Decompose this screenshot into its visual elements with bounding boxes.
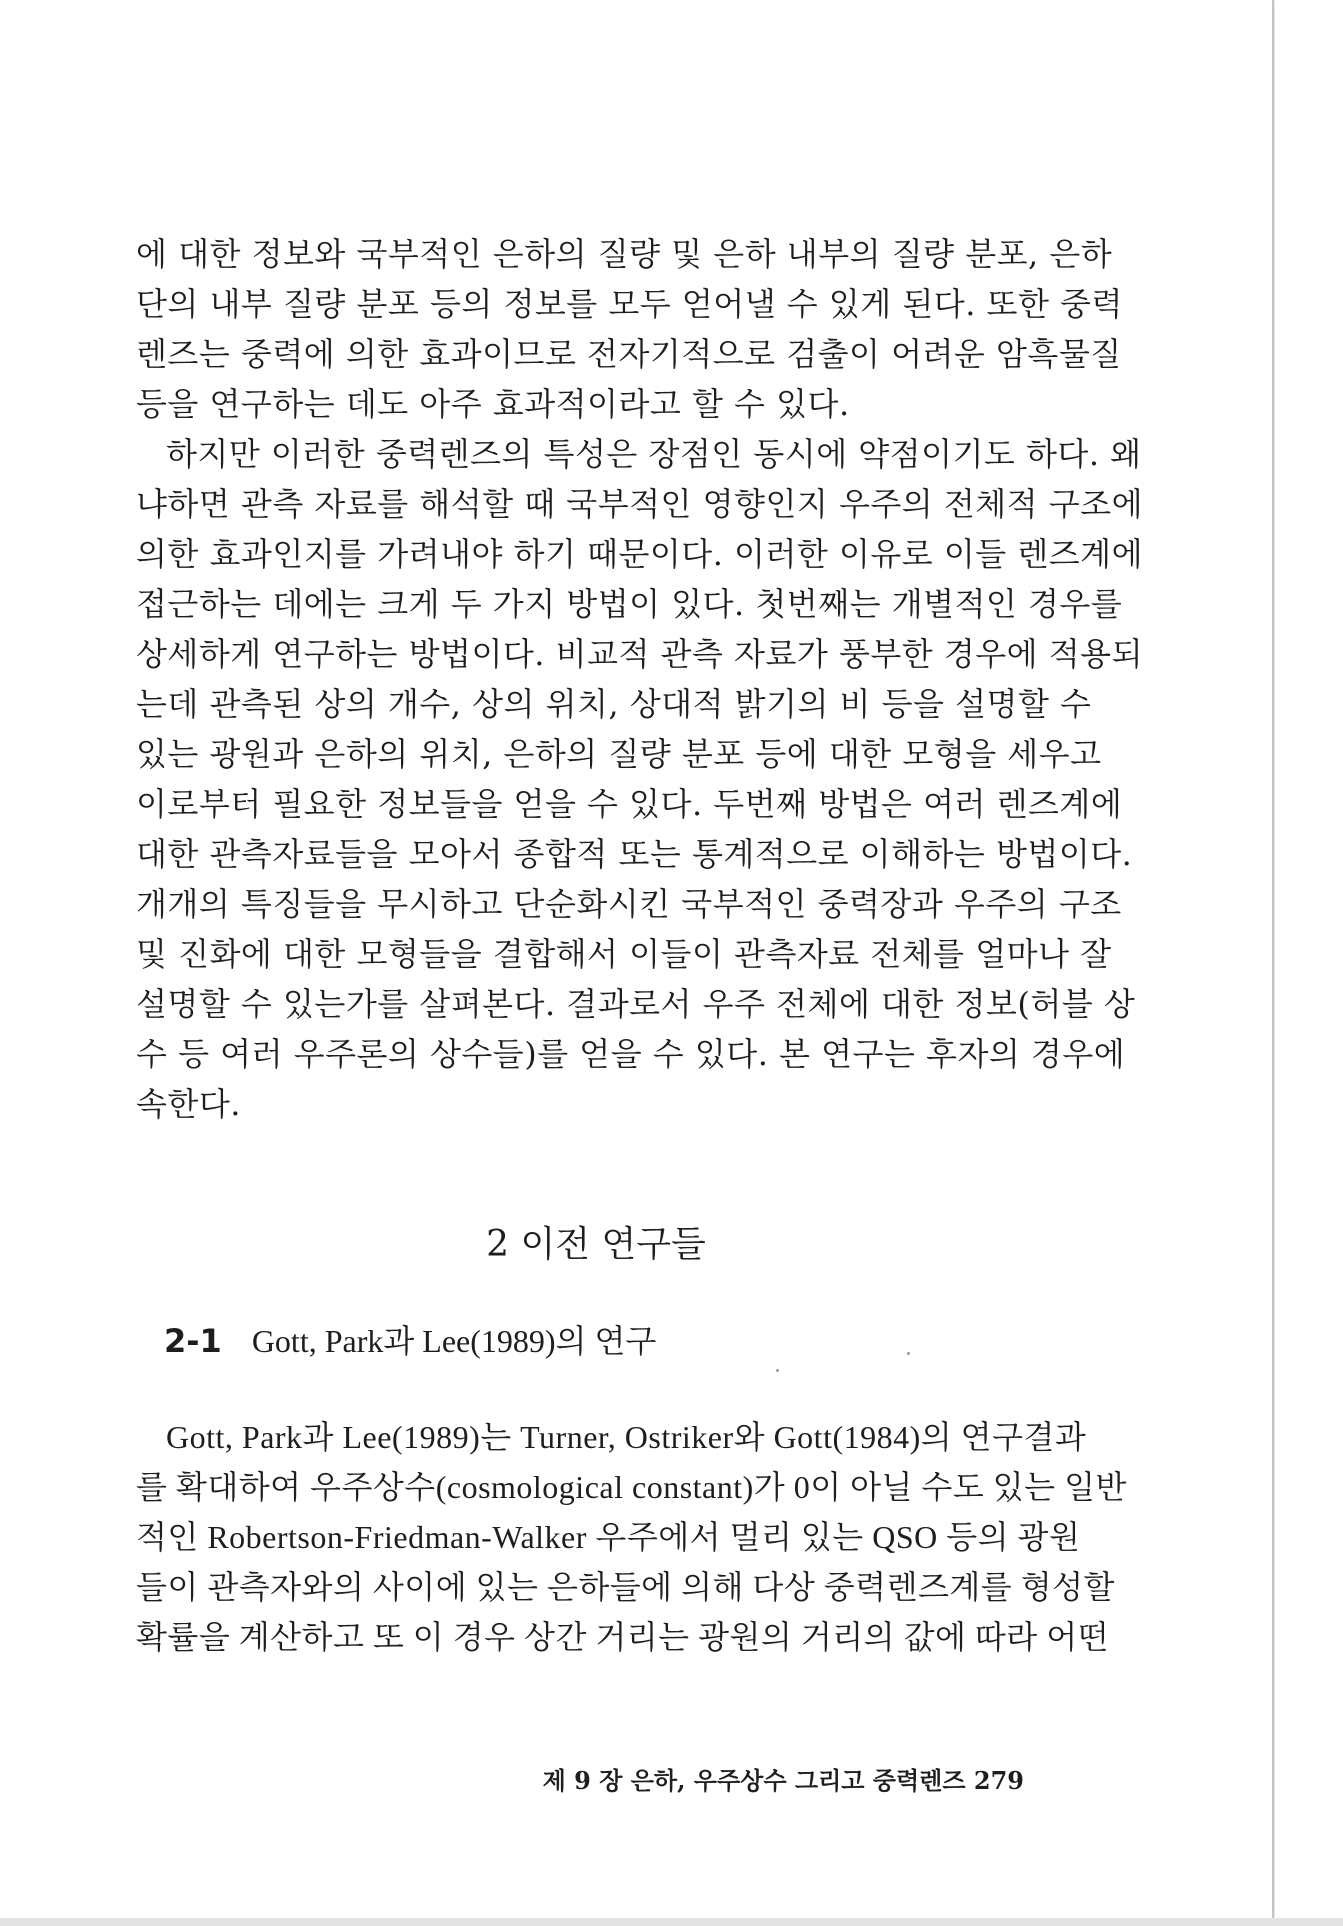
viewer-bottom-edge (0, 1918, 1343, 1926)
text-line: Gott, Park과 Lee(1989)는 Turner, Ostriker와 Gott(1984)의 연구결과 (166, 1419, 1087, 1455)
paragraph-1 (136, 229, 1123, 429)
text-line: 의한 효과인지를 가려내야 하기 때문이다. 이러한 이유로 이들 렌즈계에 (136, 535, 1143, 573)
paragraph-2 (136, 429, 1143, 1129)
text-line: 개개의 특징들을 무시하고 단순화시킨 국부적인 중력장과 우주의 구조 (136, 885, 1122, 923)
running-footer: 제 9 장 은하, 우주상수 그리고 중력렌즈 279 (542, 1766, 1024, 1795)
subsection-number: 2-1 (164, 1322, 222, 1360)
text-line: 상세하게 연구하는 방법이다. 비교적 관측 자료가 풍부한 경우에 적용되 (136, 635, 1143, 673)
text-line: 속한다. (136, 1085, 241, 1123)
text-line: 적인 Robertson-Friedman-Walker 우주에서 멀리 있는 QSO 등의 광원 (136, 1519, 1081, 1555)
text-line: 냐하면 관측 자료를 해석할 때 국부적인 영향인지 우주의 전체적 구조에 (136, 485, 1143, 523)
text-line: 는데 관측된 상의 개수, 상의 위치, 상대적 밝기의 비 등을 설명할 수 (136, 685, 1092, 723)
viewer-margin (1275, 0, 1343, 1926)
subsection-heading (164, 1316, 656, 1362)
text-line: 단의 내부 질량 분포 등의 정보를 모두 얻어낼 수 있게 된다. 또한 중력 (136, 285, 1123, 323)
text-line: 설명할 수 있는가를 살펴본다. 결과로서 우주 전체에 대한 정보(허블 상 (136, 985, 1136, 1023)
text-line: 및 진화에 대한 모형들을 결합해서 이들이 관측자료 전체를 얼마나 잘 (136, 935, 1112, 973)
scan-speck (776, 1369, 779, 1372)
text-line: 대한 관측자료들을 모아서 종합적 또는 통계적으로 이해하는 방법이다. (136, 835, 1133, 873)
text-line: 에 대한 정보와 국부적인 은하의 질량 및 은하 내부의 질량 분포, 은하 (136, 235, 1113, 273)
scan-speck (907, 1352, 910, 1355)
text-line: 등을 연구하는 데도 아주 효과적이라고 할 수 있다. (136, 385, 850, 423)
text-line: 있는 광원과 은하의 위치, 은하의 질량 분포 등에 대한 모형을 세우고 (136, 735, 1102, 773)
text-line: 들이 관측자와의 사이에 있는 은하들에 의해 다상 중력렌즈계를 형성할 (136, 1569, 1115, 1605)
paragraph-3 (136, 1412, 1127, 1662)
text-line: 하지만 이러한 중력렌즈의 특성은 장점인 동시에 약점이기도 하다. 왜 (166, 435, 1142, 473)
subsection-title: Gott, Park과 Lee(1989)의 연구 (251, 1323, 657, 1359)
text-line: 를 확대하여 우주상수(cosmological constant)가 0이 아닐 수도 있는 일반 (136, 1469, 1127, 1505)
text-line: 수 등 여러 우주론의 상수들)를 얻을 수 있다. 본 연구는 후자의 경우에 (136, 1035, 1126, 1073)
text-line: 이로부터 필요한 정보들을 얻을 수 있다. 두번째 방법은 여러 렌즈계에 (136, 785, 1123, 823)
text-line: 렌즈는 중력에 의한 효과이므로 전자기적으로 검출이 어려운 암흑물질 (136, 335, 1122, 373)
text-line: 확률을 계산하고 또 이 경우 상간 거리는 광원의 거리의 값에 따라 어떤 (136, 1619, 1110, 1655)
section-heading: 2 이전 연구들 (486, 1224, 706, 1265)
text-line: 접근하는 데에는 크게 두 가지 방법이 있다. 첫번째는 개별적인 경우를 (136, 585, 1123, 623)
